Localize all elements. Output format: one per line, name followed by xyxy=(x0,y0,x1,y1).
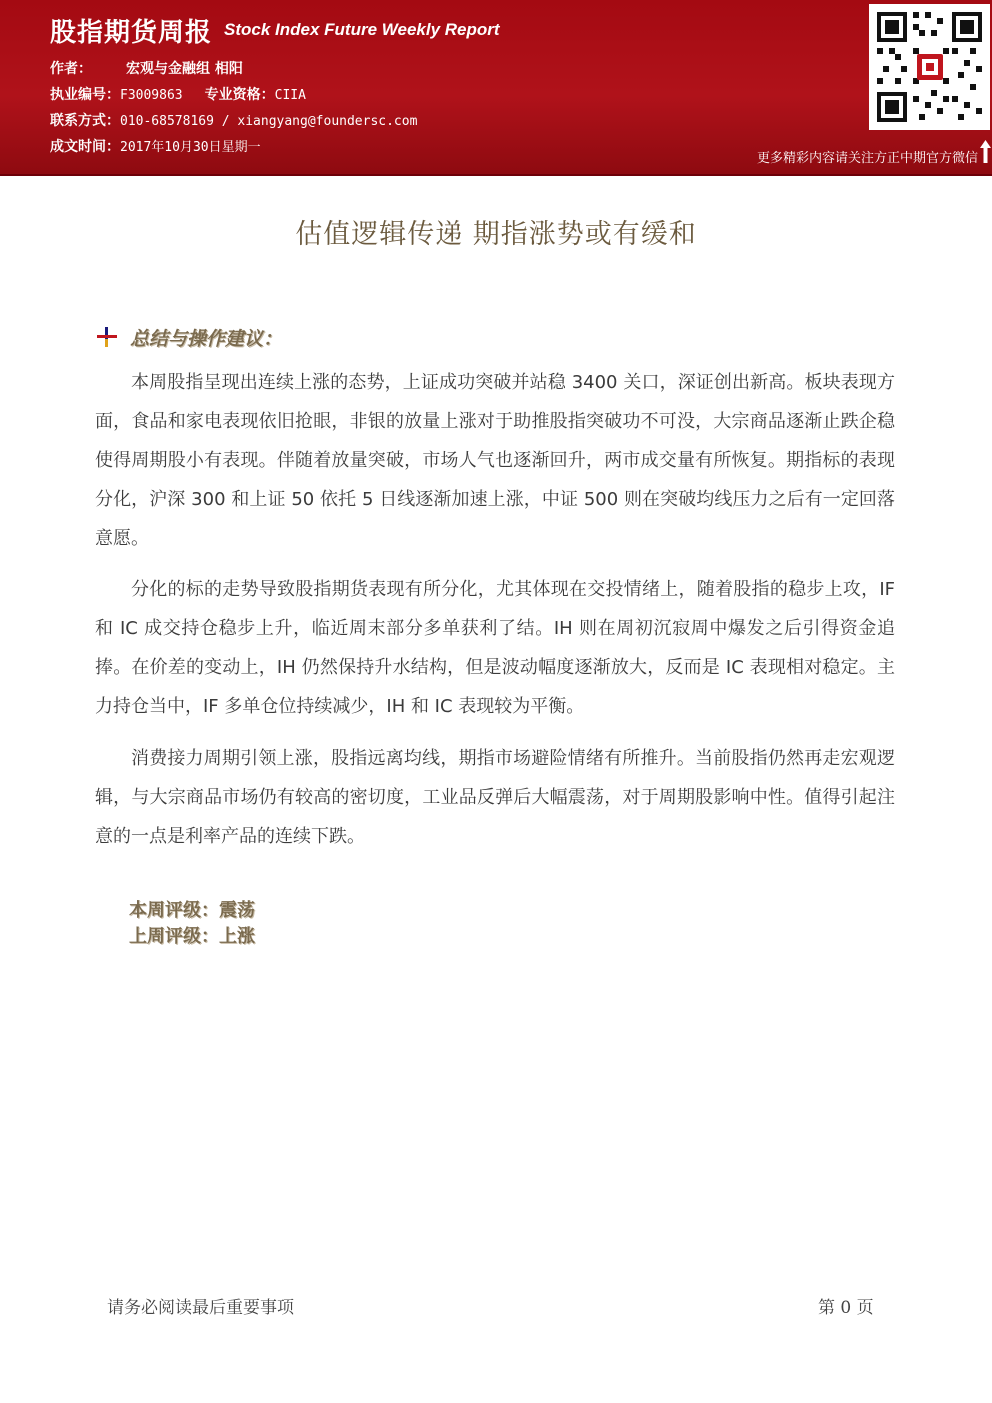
paragraph-2: 分化的标的走势导致股指期货表现有所分化，尤其体现在交投情绪上，随着股指的稳步上攻，IF 和 IC 成交持仓稳步上升，临近周末部分多单获利了结。IH 则在周初沉寂周中爆发之后引得资金追捧。在价差的变动上，IH 仍然保持升水结构，但是波动幅度逐渐放大，反而是 IC 表现相对稳定。主力持仓当中，IF 多单仓位持续减少，IH 和 IC 表现较为平衡。 xyxy=(95,579,895,717)
license-line xyxy=(50,84,306,104)
qualification-label: 专业资格： xyxy=(204,87,275,103)
document-title: 估值逻辑传递 期指涨势或有缓和 xyxy=(295,219,697,250)
rating-last-week: 上周评级：上涨 xyxy=(129,926,255,947)
contact-line xyxy=(50,110,417,130)
arrow-up-icon xyxy=(979,138,992,164)
rating-this-week: 本周评级：震荡 xyxy=(129,900,255,921)
license-value: F3009863 xyxy=(120,88,183,103)
qr-code-icon xyxy=(869,4,990,130)
wechat-qr-code xyxy=(869,4,990,130)
cross-bullet-icon xyxy=(96,326,118,348)
section-heading xyxy=(96,322,282,352)
section-heading-label: 总结与操作建议： xyxy=(130,327,283,350)
contact-value: 010-68578169 / xiangyang@foundersc.com xyxy=(120,114,418,129)
date-line xyxy=(50,136,261,156)
paragraph-3: 消费接力周期引领上涨，股指远离均线，期指市场避险情绪有所推升。当前股指仍然再走宏观逻辑，与大宗商品市场仍有较高的密切度，工业品反弹后大幅震荡，对于周期股影响中性。值得引起注意的一点是利率产品的连续下跌。 xyxy=(95,748,895,847)
license-label: 执业编号： xyxy=(50,87,120,103)
author-line xyxy=(50,58,243,78)
date-label: 成文时间： xyxy=(50,139,120,155)
paragraph-1: 本周股指呈现出连续上涨的态势，上证成功突破并站稳 3400 关口，深证创出新高。板块表现方面，食品和家电表现依旧抢眼，非银的放量上涨对于助推股指突破功不可没，大宗商品逐渐止跌企稳使得周期股小有表现。伴随着放量突破，市场人气也逐渐回升，两市成交量有所恢复。期指标的表现分化，沪深 300 和上证 50 依托 5 日线逐渐加速上涨，中证 500 则在突破均线压力之后有一定回落意愿。 xyxy=(95,372,895,549)
follow-wechat-text: 更多精彩内容请关注方正中期官方微信 xyxy=(756,151,978,166)
qualification-value: CIIA xyxy=(274,88,306,103)
author-value: 宏观与金融组 相阳 xyxy=(126,61,243,77)
report-subtitle: Stock Index Future Weekly Report xyxy=(224,20,500,39)
date-value: 2017年10月30日星期一 xyxy=(120,140,261,155)
report-title: 股指期货周报 xyxy=(50,18,213,48)
footer-notice: 请务必阅读最后重要事项 xyxy=(107,1298,294,1318)
page-number: 第 0 页 xyxy=(818,1298,874,1318)
contact-label: 联系方式： xyxy=(50,113,120,129)
report-header xyxy=(0,0,992,176)
author-label: 作者： xyxy=(50,61,92,77)
